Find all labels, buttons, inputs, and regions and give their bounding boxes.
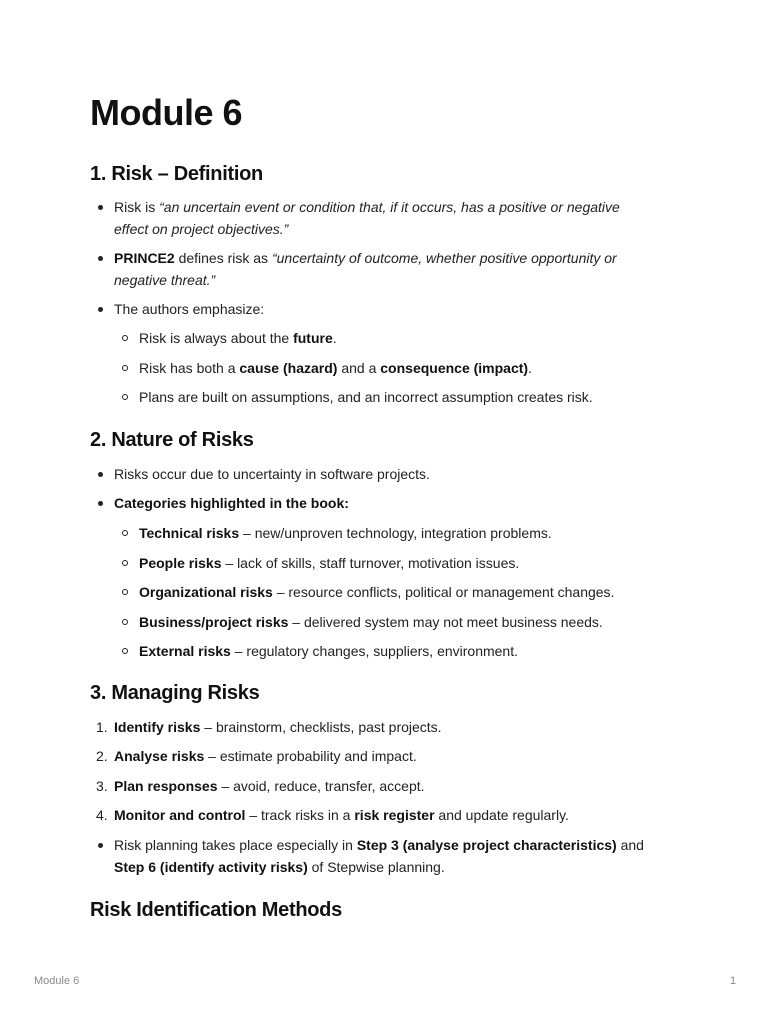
bullet-icon xyxy=(98,501,103,506)
circle-bullet-icon xyxy=(122,560,128,566)
sub-list-item: Technical risks – new/unproven technology, integration problems. xyxy=(139,522,669,544)
bullet-icon xyxy=(98,256,103,261)
list-item-continued: Step 6 (identify activity risks) of Stepwise planning. xyxy=(114,859,445,875)
list-item: PRINCE2 defines risk as “uncertainty of outcome, whether positive opportunity or xyxy=(114,247,674,269)
page-title: Module 6 xyxy=(90,92,243,133)
section-heading-risk-definition: 1. Risk – Definition xyxy=(90,163,263,185)
list-item: Risk is “an uncertain event or condition that, if it occurs, has a positive or negative xyxy=(114,196,674,218)
list-item-continued: negative threat.” xyxy=(114,272,216,288)
bullet-icon xyxy=(98,205,103,210)
circle-bullet-icon xyxy=(122,530,128,536)
sub-list-item: External risks – regulatory changes, suppliers, environment. xyxy=(139,640,669,662)
section-heading-risk-identification-methods: Risk Identification Methods xyxy=(90,899,342,921)
list-item: The authors emphasize: xyxy=(114,298,674,320)
sub-list-item: People risks – lack of skills, staff turnover, motivation issues. xyxy=(139,552,669,574)
list-item: Risk planning takes place especially in Step 3 (analyse project characteristics) and xyxy=(114,834,674,856)
circle-bullet-icon xyxy=(122,589,128,595)
page-number: 1 xyxy=(730,975,737,987)
list-item-continued: effect on project objectives.” xyxy=(114,221,289,237)
footer-left: Module 6 xyxy=(34,975,80,987)
numbered-item: 2. Analyse risks – estimate probability and impact. xyxy=(96,748,417,764)
sub-list-item: Risk has both a cause (hazard) and a consequence (impact). xyxy=(139,357,669,379)
bullet-icon xyxy=(98,307,103,312)
numbered-item: 3. Plan responses – avoid, reduce, transfer, accept. xyxy=(96,778,425,794)
circle-bullet-icon xyxy=(122,394,128,400)
section-heading-nature-of-risks: 2. Nature of Risks xyxy=(90,429,254,451)
sub-list-item: Business/project risks – delivered system may not meet business needs. xyxy=(139,611,669,633)
circle-bullet-icon xyxy=(122,648,128,654)
sub-list-item: Plans are built on assumptions, and an incorrect assumption creates risk. xyxy=(139,386,669,408)
list-item: Risks occur due to uncertainty in software projects. xyxy=(114,463,674,485)
bullet-icon xyxy=(98,472,103,477)
section-heading-managing-risks: 3. Managing Risks xyxy=(90,682,260,704)
sub-list-item: Organizational risks – resource conflicts, political or management changes. xyxy=(139,581,669,603)
circle-bullet-icon xyxy=(122,335,128,341)
circle-bullet-icon xyxy=(122,619,128,625)
numbered-item: 1. Identify risks – brainstorm, checklists, past projects. xyxy=(96,719,442,735)
bullet-icon xyxy=(98,843,103,848)
sub-list-item: Risk is always about the future. xyxy=(139,327,669,349)
list-item: Categories highlighted in the book: xyxy=(114,492,674,514)
numbered-item: 4. Monitor and control – track risks in a risk register and update regularly. xyxy=(96,807,569,823)
circle-bullet-icon xyxy=(122,365,128,371)
